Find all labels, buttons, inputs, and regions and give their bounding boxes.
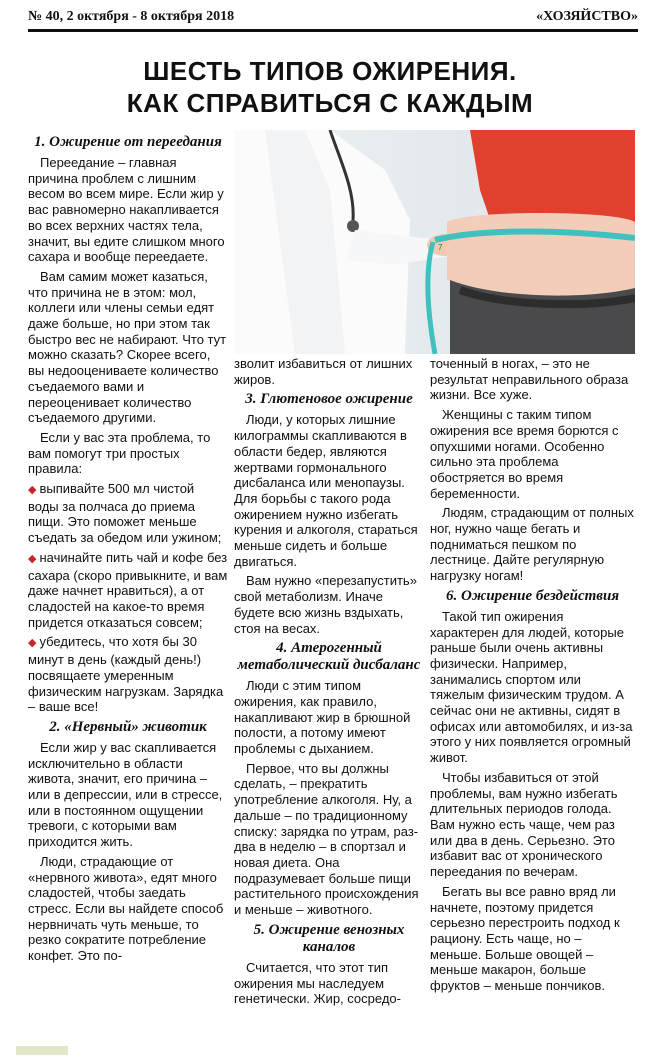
section-heading-4: 4. Атерогенный метаболический дисбаланс (237, 640, 421, 674)
article-title-line-1: ШЕСТЬ ТИПОВ ОЖИРЕНИЯ. (143, 56, 517, 86)
doctor-measuring-waist-image (235, 130, 635, 354)
rule-item-3: ◆ убедитесь, что хотя бы 30 минут в день (каждый день!) посвящаете умеренным физическим нагрузкам. Зарядка – ваше все! (28, 634, 224, 715)
paragraph: Переедание – главная причина проблем с лишним весом во всем мире. Если жир у вас равномерно накапливается во всех верхних частях тела, значит, вы едите слишком много сахара и вообще переедаете. (28, 155, 225, 265)
paragraph: Такой тип ожирения характерен для людей, которые раньше были очень активны физически. Например, занимались спортом или тяжелым физическим трудом. А сейчас они не активны, сидят в офисах или автомобилях, и из-за этого у них появляется огромный живот. (430, 608, 633, 766)
paragraph: Считается, что этот тип ожирения мы наследуем генетически. Жир, сосредо- (234, 959, 401, 1007)
tape-number: 7 (438, 243, 443, 252)
section-name: «ХОЗЯЙСТВО» (536, 9, 638, 24)
paragraph: Если жир у вас скапливается исключительно в области живота, значит, его причина – или в депрессии, или в стрессе, или в постоянном ощущении тревоги, с которыми вам приходится жить. (28, 739, 223, 850)
paragraph: Вам самим может казаться, что причина не в этом: мол, коллеги или члены семьи едят даже больше, но при этом так быстро вес не набирают. Что тут можно сказать? Скорее всего, вы недооцениваете количество съедаемого вами и переоценивает количество съедаемого другими. (28, 268, 227, 426)
paragraph: Первое, что вы должны сделать, – прекратить употребление алкоголя. Ну, а дальше – по традиционному списку: зарядка по утрам, раз-два в неделю – в спортзал и новая диета. Она подразумевает больше пищи растительного происхождения и меньше – животного. (234, 760, 419, 918)
bullet-icon: ◆ (28, 552, 37, 565)
bullet-icon: ◆ (28, 637, 37, 650)
section-heading-3: 3. Глютеновое ожирение (245, 391, 413, 408)
issue-info: № 40, 2 октября - 8 октября 2018 (28, 9, 235, 24)
rule-item-2: ◆ начинайте пить чай и кофе без сахара (скоро привыкните, и вам даже начнет нравиться), а от сладостей на какое-то время придется отказаться совсем; (28, 549, 228, 630)
paragraph: Вам нужно «перезапустить» свой метаболизм. Иначе будете всю жизнь вздыхать, стоя на весах. (234, 573, 417, 636)
rule-item-1: ◆ выпивайте 500 мл чистой воды за полчаса до приема пищи. Это поможет меньше съедать за обедом или ужином; (28, 481, 222, 546)
column-1 (28, 130, 228, 968)
paragraph: Чтобы избавиться от этой проблемы, вам нужно избегать длительных периодов голода. Вам нужно есть чаще, чем раз или два в день. Серьезно. Это избавит вас от хронического переедания по вечерам. (430, 769, 618, 880)
paragraph: Бегать вы все равно вряд ли начнете, поэтому придется серьезно перестроить подход к рациону. Есть чаще, но – меньше. Больше овощей – меньше макарон, больше фруктов – меньше пончиков. (430, 883, 620, 994)
paragraph: Люди с этим типом ожирения, как правило, накапливают жир в брюшной полости, а потому имеют проблемы с дыханием. (234, 678, 411, 757)
column-2 (234, 356, 424, 1011)
section-heading-5: 5. Ожирение венозных каналов (253, 921, 405, 955)
paragraph: Если у вас эта проблема, то вам помогут три простых правила: (28, 429, 211, 477)
page-footer-mark (16, 1046, 68, 1055)
paragraph: Люди, страдающие от «нервного живота», едят много сладостей, чтобы заедать стресс. Если вы найдете способ нервничать чуть меньше, то резко сократите потребление конфет. Это по- (28, 853, 224, 964)
page-header (28, 9, 638, 27)
section-heading-2: 2. «Нервный» животик (49, 718, 207, 735)
paragraph: зволит избавиться от лишних жиров. (234, 356, 413, 387)
bullet-icon: ◆ (28, 484, 37, 497)
section-heading-6: 6. Ожирение бездействия (445, 587, 620, 604)
paragraph: Женщины с таким типом ожирения все время борются с опухшими ногами. Особенно сильно эта проблема обостряется во время беременности. (430, 407, 619, 501)
photo-illustration (235, 130, 635, 354)
section-heading-1: 1. Ожирение от переедания (34, 134, 222, 150)
paragraph: точенный в ногах, – это не результат неправильного образа жизни. Все хуже. (430, 356, 629, 403)
paragraph: Людям, страдающим от полных ног, нужно чаще бегать и подниматься пешком по лестнице. Дайте регулярную нагрузку ногам! (430, 505, 634, 584)
header-rule (28, 29, 638, 32)
paragraph: Люди, у которых лишние килограммы скапливаются в области бедер, являются жертвами гормонального дисбаланса или менопаузы. Для борьбы с такого рода ожирением нужно избегать курения и алкоголя, стараться меньше сидеть и больше двигаться. (234, 412, 418, 569)
column-3 (430, 356, 635, 998)
article-title-line-2: КАК СПРАВИТЬСЯ С КАЖДЫМ (126, 88, 534, 118)
